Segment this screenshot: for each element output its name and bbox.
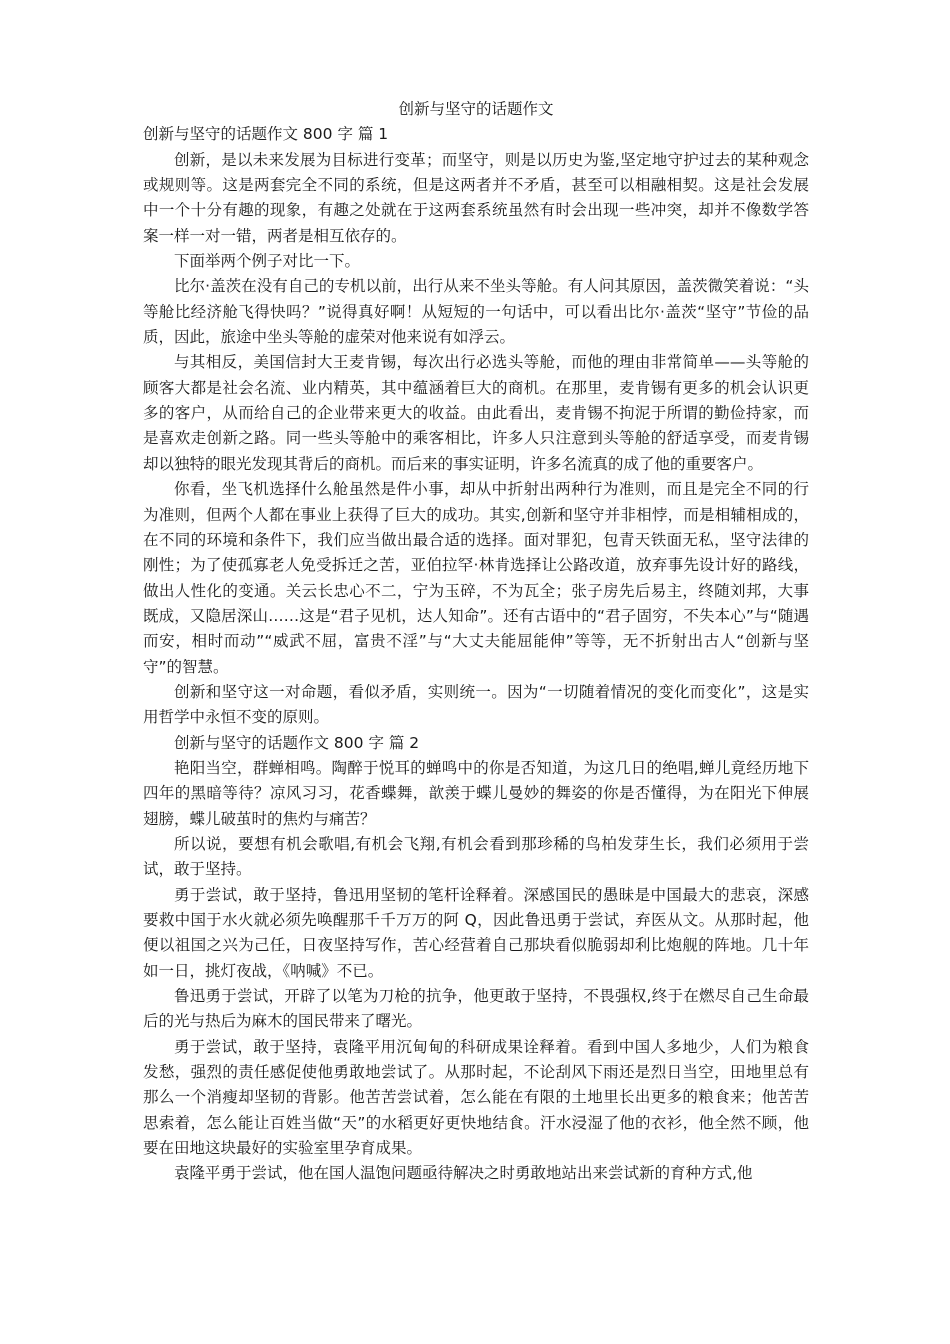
section-heading: 创新与坚守的话题作文 800 字 篇 2 — [174, 733, 420, 752]
paragraph: 下面举两个例子对比一下。 — [174, 252, 361, 271]
paragraph: 勇于尝试，敢于坚持，鲁迅用坚韧的笔杆诠释着。深感国民的愚昧是中国最大的悲哀，深感要救中国于水火就必须先唤醒那千千万万的阿 Q，因此鲁迅勇于尝试，弃医从文。从那时起，他便以祖国之兴为己任，日夜坚持写作，苦心经营着自己那块看似脆弱却利比炮舰的阵地。几十年如一日，挑灯夜战，《呐喊》不已。 — [143, 885, 809, 980]
document-title: 创新与坚守的话题作文 — [398, 100, 554, 118]
section-heading: 创新与坚守的话题作文 800 字 篇 1 — [143, 125, 389, 144]
paragraph: 袁隆平勇于尝试，他在国人温饱问题亟待解决之时勇敢地站出来尝试新的育种方式,他 — [174, 1164, 753, 1183]
paragraph: 你看，坐飞机选择什么舱虽然是件小事，却从中折射出两种行为准则，而且是完全不同的行为准则，但两个人都在事业上获得了巨大的成功。其实,创新和坚守并非相悖，而是相辅相成的，在不同的环境和条件下，我们应当做出最合适的选择。面对罪犯，包青天铁面无私，坚守法律的刚性；为了使孤寡老人免受拆迁之苦，亚伯拉罕·林肯选择让公路改道，放弃事先设计好的路线，做出人性化的变通。关云长忠心不二，宁为玉碎，不为瓦全；张子房先后易主，终随刘邦，大事既成，又隐居深山……这是“君子见机，达人知命”。还有古语中的“君子固穷，不失本心”与“随遇而安，相时而动”“威武不屈，富贵不淫”与“大丈夫能屈能伸”等等，无不折射出古人“创新与坚守”的智慧。 — [143, 480, 809, 676]
paragraph: 艳阳当空，群蝉相鸣。陶醉于悦耳的蝉鸣中的你是否知道，为这几日的绝唱,蝉儿竟经历地下四年的黑暗等待？凉风习习，花香蝶舞，歆羡于蝶儿曼妙的舞姿的你是否懂得，为在阳光下伸展翅膀，蝶儿破茧时的焦灼与痛苦？ — [143, 758, 809, 828]
paragraph: 与其相反，美国信封大王麦肯锡，每次出行必选头等舱，而他的理由非常简单——头等舱的顾客大都是社会名流、业内精英，其中蕴涵着巨大的商机。在那里，麦肯锡有更多的机会认识更多的客户，从而给自己的企业带来更大的收益。由此看出，麦肯锡不拘泥于所谓的勤俭持家，而是喜欢走创新之路。同一些头等舱中的乘客相比，许多人只注意到头等舱的舒适享受，而麦肯锡却以独特的眼光发现其背后的商机。而后来的事实证明，许多名流真的成了他的重要客户。 — [143, 353, 809, 473]
paragraph: 比尔·盖茨在没有自己的专机以前，出行从来不坐头等舱。有人问其原因，盖茨微笑着说：“头等舱比经济舱飞得快吗？”说得真好啊！从短短的一句话中，可以看出比尔·盖茨“坚守”节俭的品质，因此，旅途中坐头等舱的虚荣对他来说有如浮云。 — [143, 277, 809, 347]
paragraph: 创新，是以未来发展为目标进行变革；而坚守，则是以历史为鉴,坚定地守护过去的某种观念或规则等。这是两套完全不同的系统，但是这两者并不矛盾，甚至可以相融相契。这是社会发展中一个十分有趣的现象，有趣之处就在于这两套系统虽然有时会出现一些冲突，却并不像数学答案一样一对一错，两者是相互依存的。 — [143, 150, 809, 245]
document-body — [143, 122, 809, 1186]
paragraph: 鲁迅勇于尝试，开辟了以笔为刀枪的抗争，他更敢于坚持，不畏强权,终于在燃尽自己生命最后的光与热后为麻木的国民带来了曙光。 — [143, 987, 809, 1031]
paragraph: 勇于尝试，敢于坚持，袁隆平用沉甸甸的科研成果诠释着。看到中国人多地少，人们为粮食发愁，强烈的责任感促使他勇敢地尝试了。从那时起，不论刮风下雨还是烈日当空，田地里总有那么一个消瘦却坚韧的背影。他苦苦尝试着，怎么能在有限的土地里长出更多的粮食来；他苦苦思索着，怎么能让百姓当做“天”的水稻更好更快地结食。汗水浸湿了他的衣衫，他全然不顾，他要在田地这块最好的实验室里孕育成果。 — [143, 1037, 809, 1158]
paragraph: 创新和坚守这一对命题，看似矛盾，实则统一。因为“一切随着情况的变化而变化”，这是实用哲学中永恒不变的原则。 — [143, 682, 809, 727]
paragraph: 所以说，要想有机会歌唱,有机会飞翔,有机会看到那珍稀的鸟柏发芽生长，我们必须用于尝试，敢于坚持。 — [143, 834, 809, 879]
document-page — [143, 97, 809, 1187]
